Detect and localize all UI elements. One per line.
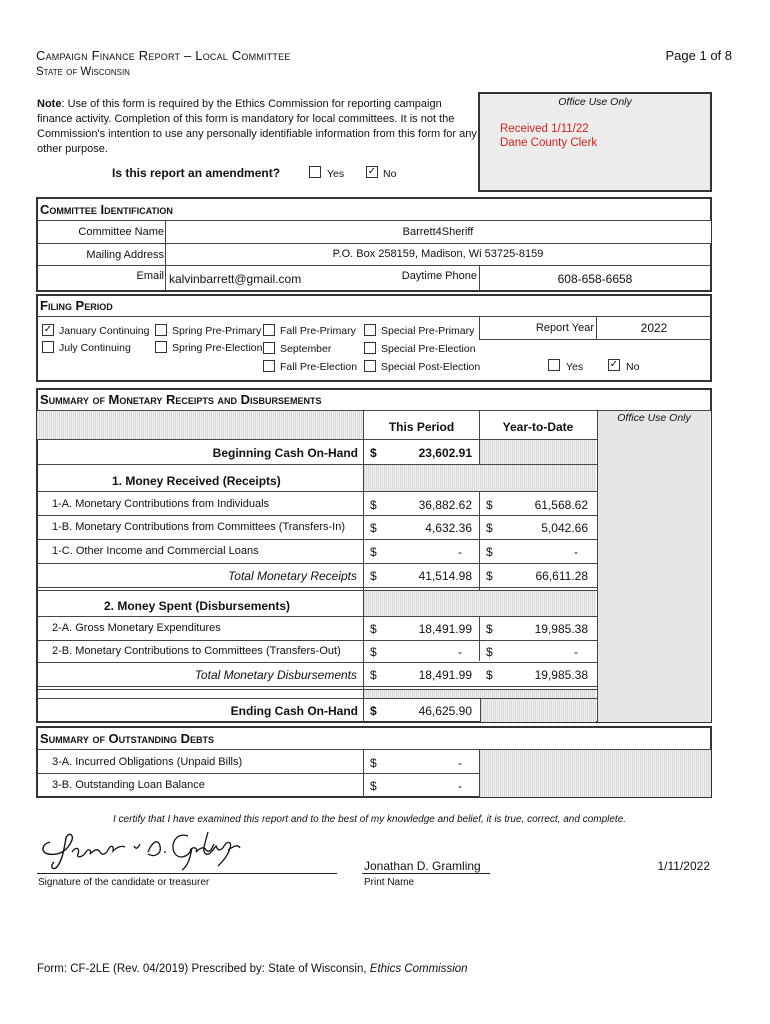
- july-continuing-checkbox[interactable]: [42, 341, 54, 353]
- row-2b-this-period[interactable]: -: [458, 645, 462, 659]
- certification-date[interactable]: 1/11/2022: [657, 859, 710, 873]
- row-1c-ytd[interactable]: -: [574, 545, 578, 559]
- spring-pre-election-label: Spring Pre-Election: [172, 342, 263, 354]
- mailing-address-label: Mailing Address: [86, 249, 164, 261]
- fall-pre-election-label: Fall Pre-Election: [280, 361, 358, 373]
- note-label: Note: [37, 98, 62, 110]
- ending-cash-currency: $: [370, 704, 377, 718]
- received-stamp: [500, 122, 597, 150]
- amendment-yes-label: Yes: [327, 168, 345, 180]
- total-disbursements-this-period[interactable]: 18,491.99: [418, 668, 472, 682]
- row-1b-this-period[interactable]: 4,632.36: [425, 521, 472, 535]
- row-3b-currency: $: [370, 779, 377, 793]
- row-3a-label: 3-A. Incurred Obligations (Unpaid Bills): [52, 756, 243, 768]
- footer-agency: Ethics Commission: [369, 963, 468, 975]
- total-disbursements-ytd[interactable]: 19,985.38: [534, 668, 588, 682]
- fall-pre-primary-label: Fall Pre-Primary: [280, 325, 356, 337]
- row-1c-currency: $: [370, 545, 377, 559]
- print-name-value[interactable]: Jonathan D. Gramling: [364, 859, 481, 873]
- page-number: Page 1 of 8: [665, 48, 732, 63]
- committee-name-value: Barrett4Sheriff: [402, 226, 474, 238]
- form-subtitle: State of Wisconsin: [36, 66, 130, 78]
- committee-identification-title: Committee Identification: [40, 202, 173, 217]
- september-label: September: [280, 343, 332, 355]
- beginning-cash-currency: $: [370, 446, 377, 460]
- row-2b-ytd-currency: $: [486, 645, 493, 659]
- january-continuing-label: January Continuing: [59, 325, 150, 337]
- stamp-line-2: Dane County Clerk: [500, 137, 598, 149]
- note-text: : Use of this form is required by the Ethics Commission for reporting campaign finance activity. Completion of this form is mandatory for local committees. It is not the Commission's intention to use any personally identifiable information from this form for any other purpose.: [37, 98, 477, 155]
- total-disbursements-label: Total Monetary Disbursements: [194, 668, 357, 682]
- email-value[interactable]: kalvinbarrett@gmail.com: [169, 272, 302, 286]
- special-pre-election-checkbox[interactable]: [364, 342, 376, 354]
- receipts-title: 1. Money Received (Receipts): [112, 474, 281, 488]
- summary-receipts-title: Summary of Monetary Receipts and Disbursements: [40, 392, 322, 407]
- row-1c-label: 1-C. Other Income and Commercial Loans: [52, 545, 259, 557]
- signature-text: Jonathan D. Gramling: [38, 822, 48, 823]
- row-2a-this-period[interactable]: 18,491.99: [418, 622, 472, 636]
- amendment-no-label: No: [383, 168, 397, 180]
- row-1a-label: 1-A. Monetary Contributions from Individuals: [52, 498, 270, 510]
- total-disbursements-currency: $: [370, 668, 377, 682]
- row-3b-label: 3-B. Outstanding Loan Balance: [52, 779, 205, 791]
- filing-period-title: Filing Period: [40, 298, 113, 313]
- amendment-yes-checkbox[interactable]: [309, 166, 321, 178]
- this-period-header: This Period: [388, 420, 455, 434]
- email-label: Email: [136, 270, 164, 282]
- beginning-cash-value[interactable]: 23,602.91: [418, 446, 472, 460]
- fall-pre-election-checkbox[interactable]: [263, 360, 275, 372]
- total-receipts-ytd[interactable]: 66,611.28: [535, 569, 588, 583]
- total-receipts-currency: $: [370, 569, 377, 583]
- total-disbursements-ytd-currency: $: [486, 668, 493, 682]
- check-mark-icon: ✓: [609, 359, 619, 370]
- report-year-label: Report Year: [535, 322, 594, 334]
- amendment-no-checkbox[interactable]: [366, 166, 378, 178]
- row-1b-label: 1-B. Monetary Contributions from Committees (Transfers-In): [52, 521, 346, 533]
- row-1b-ytd-currency: $: [486, 521, 493, 535]
- year-to-date-header: Year-to-Date: [502, 420, 574, 434]
- row-1a-ytd-currency: $: [486, 498, 493, 512]
- summary-office-use-column: [597, 411, 711, 722]
- print-name-label: Print Name: [364, 877, 415, 888]
- form-footer: [37, 963, 468, 975]
- row-2a-currency: $: [370, 622, 377, 636]
- row-2b-label: 2-B. Monetary Contributions to Committees (Transfers-Out): [52, 645, 341, 657]
- summary-office-use-label: Office Use Only: [617, 412, 691, 424]
- special-pre-election-label: Special Pre-Election: [381, 343, 476, 355]
- row-1b-currency: $: [370, 521, 377, 535]
- beginning-cash-label: Beginning Cash On-Hand: [212, 446, 358, 460]
- mailing-address-value[interactable]: P.O. Box 258159, Madison, Wi 53725-8159: [332, 248, 544, 260]
- row-1a-this-period[interactable]: 36,882.62: [418, 498, 472, 512]
- row-2a-ytd-currency: $: [486, 622, 493, 636]
- certification-text: I certify that I have examined this report and to the best of my knowledge and belief, it is true, correct, and complete.: [113, 814, 627, 825]
- ending-cash-label: Ending Cash On-Hand: [230, 704, 358, 718]
- special-pre-primary-label: Special Pre-Primary: [381, 325, 475, 337]
- spring-pre-election-checkbox[interactable]: [155, 341, 167, 353]
- report-year-no-checkbox[interactable]: [608, 359, 620, 371]
- special-post-election-checkbox[interactable]: [364, 360, 376, 372]
- row-1a-ytd[interactable]: 61,568.62: [534, 498, 588, 512]
- row-3a-currency: $: [370, 756, 377, 770]
- amendment-question: Is this report an amendment?: [112, 166, 281, 180]
- fall-pre-primary-checkbox[interactable]: [263, 324, 275, 336]
- row-1a-currency: $: [370, 498, 377, 512]
- ending-cash-value[interactable]: 46,625.90: [418, 704, 472, 718]
- report-year-yes-checkbox[interactable]: [548, 359, 560, 371]
- signature-image: [38, 822, 268, 872]
- row-2b-ytd[interactable]: -: [574, 645, 578, 659]
- committee-name-label: Committee Name: [78, 226, 164, 238]
- check-mark-icon: ✓: [43, 324, 53, 335]
- total-receipts-this-period[interactable]: 41,514.98: [418, 569, 472, 583]
- outstanding-debts-title: Summary of Outstanding Debts: [40, 731, 214, 746]
- office-use-label: Office Use Only: [558, 96, 632, 108]
- row-3a-value[interactable]: -: [458, 756, 462, 770]
- row-1b-ytd[interactable]: 5,042.66: [541, 521, 588, 535]
- september-checkbox[interactable]: [263, 342, 275, 354]
- row-1c-this-period[interactable]: -: [458, 545, 462, 559]
- spring-pre-primary-checkbox[interactable]: [155, 324, 167, 336]
- office-use-box: [478, 92, 712, 192]
- check-mark-icon: ✓: [367, 166, 377, 177]
- row-3b-value[interactable]: -: [458, 779, 462, 793]
- footer-form-id: Form: CF-2LE (Rev. 04/2019) Prescribed by: State of Wisconsin,: [37, 963, 370, 975]
- form-title: Campaign Finance Report – Local Committee: [36, 48, 291, 63]
- report-year-yes-label: Yes: [566, 361, 584, 373]
- disbursements-title: 2. Money Spent (Disbursements): [104, 599, 291, 613]
- signature-label: Signature of the candidate or treasurer: [38, 877, 210, 888]
- stamp-line-1: Received 1/11/22: [500, 123, 589, 135]
- july-continuing-label: July Continuing: [59, 342, 131, 354]
- january-continuing-checkbox[interactable]: [42, 324, 54, 336]
- daytime-phone-label: Daytime Phone: [401, 270, 477, 282]
- row-2a-ytd[interactable]: 19,985.38: [534, 622, 588, 636]
- special-pre-primary-checkbox[interactable]: [364, 324, 376, 336]
- privacy-note: [37, 97, 477, 157]
- row-2b-currency: $: [370, 645, 377, 659]
- report-year-value[interactable]: 2022: [640, 321, 668, 335]
- total-receipts-label: Total Monetary Receipts: [228, 569, 357, 583]
- special-post-election-label: Special Post-Election: [381, 361, 481, 373]
- daytime-phone-value[interactable]: 608-658-6658: [557, 272, 633, 286]
- report-year-no-label: No: [626, 361, 640, 373]
- row-2a-label: 2-A. Gross Monetary Expenditures: [52, 622, 221, 634]
- row-1c-ytd-currency: $: [486, 545, 493, 559]
- total-receipts-ytd-currency: $: [486, 569, 493, 583]
- spring-pre-primary-label: Spring Pre-Primary: [172, 325, 262, 337]
